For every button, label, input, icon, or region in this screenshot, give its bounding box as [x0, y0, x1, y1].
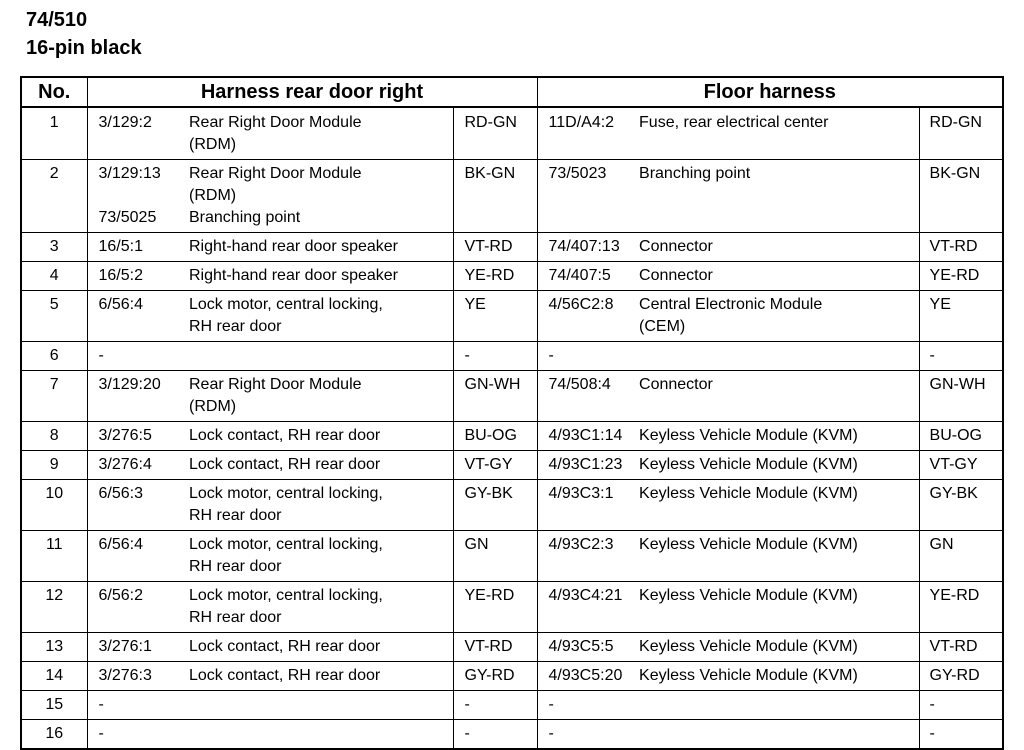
- component-name-line: (RDM): [189, 398, 237, 415]
- connector-ref-text: 4/93C4:21: [548, 587, 623, 604]
- component-name: [639, 160, 919, 233]
- component-name-line: RH rear door: [189, 507, 282, 524]
- component-name: [189, 107, 453, 160]
- connector-ref: [537, 451, 639, 480]
- component-name-line: Keyless Vehicle Module (KVM): [639, 638, 858, 655]
- connector-ref: [537, 582, 639, 633]
- wire-color: BK-GN: [453, 160, 537, 233]
- wire-color: GY-BK: [919, 480, 1003, 531]
- table-row: [21, 582, 1003, 633]
- wire-color: GY-RD: [919, 662, 1003, 691]
- connector-ref: [87, 160, 189, 233]
- wire-color: BU-OG: [919, 422, 1003, 451]
- component-name: [639, 720, 919, 750]
- connector-ref-text: -: [98, 696, 104, 713]
- connector-ref-text: 74/407:5: [548, 267, 611, 284]
- component-name-line: Rear Right Door Module: [189, 114, 362, 131]
- component-name: [189, 451, 453, 480]
- connector-ref-text: 3/276:1: [98, 638, 152, 655]
- connector-ref-text: 4/93C1:23: [548, 456, 623, 473]
- wire-color: YE: [919, 291, 1003, 342]
- component-name-line: Lock contact, RH rear door: [189, 456, 381, 473]
- connector-ref-text: -: [98, 347, 104, 364]
- connector-ref: [537, 720, 639, 750]
- component-name: [639, 582, 919, 633]
- wire-color: GN: [453, 531, 537, 582]
- connector-ref: [537, 262, 639, 291]
- connector-ref: [537, 531, 639, 582]
- pin-number: 9: [21, 451, 87, 480]
- wire-color: YE-RD: [453, 262, 537, 291]
- connector-ref-text: 6/56:2: [98, 587, 143, 604]
- component-name-line: (RDM): [189, 187, 237, 204]
- table-row: [21, 107, 1003, 160]
- component-name-line: Central Electronic Module: [639, 296, 823, 313]
- wire-color: -: [453, 720, 537, 750]
- component-name-line: Keyless Vehicle Module (KVM): [639, 536, 858, 553]
- connector-ref-text: 74/508:4: [548, 376, 611, 393]
- table-row: [21, 531, 1003, 582]
- component-name-line: Lock motor, central locking,: [189, 485, 383, 502]
- pin-number: 12: [21, 582, 87, 633]
- wire-color: -: [919, 691, 1003, 720]
- component-name-line: Lock motor, central locking,: [189, 296, 383, 313]
- component-name: [189, 422, 453, 451]
- connector-ref-text: 4/93C5:20: [548, 667, 623, 684]
- component-name-line: Right-hand rear door speaker: [189, 238, 399, 255]
- pin-number: 11: [21, 531, 87, 582]
- connector-ref-text: 3/129:13: [98, 165, 161, 182]
- component-name: [639, 233, 919, 262]
- connector-ref: [537, 633, 639, 662]
- wire-color: GN-WH: [919, 371, 1003, 422]
- wire-color: -: [919, 342, 1003, 371]
- table-row: [21, 371, 1003, 422]
- component-name: [639, 422, 919, 451]
- component-name: [189, 233, 453, 262]
- connector-ref-text: 4/56C2:8: [548, 296, 614, 313]
- connector-ref-text: -: [548, 696, 554, 713]
- header-floor-harness: Floor harness: [537, 77, 1003, 107]
- connector-ref: [537, 371, 639, 422]
- connector-ref: [87, 371, 189, 422]
- connector-ref-text: 3/276:4: [98, 456, 152, 473]
- component-name-line: Lock contact, RH rear door: [189, 427, 381, 444]
- connector-ref: [537, 662, 639, 691]
- wire-color: VT-GY: [919, 451, 1003, 480]
- wire-color: VT-RD: [453, 233, 537, 262]
- pin-number: 4: [21, 262, 87, 291]
- component-name-line: RH rear door: [189, 318, 282, 335]
- connector-ref-text: 16/5:2: [98, 267, 143, 284]
- wire-color: BK-GN: [919, 160, 1003, 233]
- connector-ref: [87, 582, 189, 633]
- component-name-line: Rear Right Door Module: [189, 165, 362, 182]
- wire-color: GN: [919, 531, 1003, 582]
- connector-ref: [87, 691, 189, 720]
- table-row: [21, 480, 1003, 531]
- component-name-line: Branching point: [639, 165, 751, 182]
- component-name-line: Right-hand rear door speaker: [189, 267, 399, 284]
- wire-color: VT-RD: [919, 633, 1003, 662]
- header-no: No.: [21, 77, 87, 107]
- pin-number: 5: [21, 291, 87, 342]
- wire-color: BU-OG: [453, 422, 537, 451]
- component-name: [189, 480, 453, 531]
- component-name-line: Keyless Vehicle Module (KVM): [639, 427, 858, 444]
- pinout-table: [20, 76, 1004, 750]
- wire-color: YE: [453, 291, 537, 342]
- connector-ref: [87, 451, 189, 480]
- component-name-line: Lock motor, central locking,: [189, 536, 383, 553]
- connector-id-title: 74/510: [26, 9, 88, 31]
- connector-ref: [87, 291, 189, 342]
- connector-ref-text: 3/276:3: [98, 667, 152, 684]
- pin-number: 6: [21, 342, 87, 371]
- connector-ref: [537, 691, 639, 720]
- pin-number: 7: [21, 371, 87, 422]
- connector-ref-text: 74/407:13: [548, 238, 620, 255]
- wire-color: YE-RD: [453, 582, 537, 633]
- connector-ref: [87, 720, 189, 750]
- table-row: [21, 451, 1003, 480]
- component-name: [639, 291, 919, 342]
- wire-color: VT-RD: [453, 633, 537, 662]
- component-name: [189, 371, 453, 422]
- component-name: [189, 531, 453, 582]
- table-row: [21, 342, 1003, 371]
- table-row: [21, 720, 1003, 750]
- component-name: [189, 720, 453, 750]
- component-name-line: Keyless Vehicle Module (KVM): [639, 485, 858, 502]
- pin-number: 10: [21, 480, 87, 531]
- component-name-line: Fuse, rear electrical center: [639, 114, 829, 131]
- connector-ref-text: 4/93C1:14: [548, 427, 623, 444]
- table-row: [21, 291, 1003, 342]
- table-row: [21, 160, 1003, 233]
- connector-ref: [87, 480, 189, 531]
- component-name: [639, 633, 919, 662]
- component-name: [189, 582, 453, 633]
- connector-ref: [537, 233, 639, 262]
- connector-ref-text: 3/129:20: [98, 376, 161, 393]
- component-name: [189, 691, 453, 720]
- connector-ref: [87, 262, 189, 291]
- component-name-line: Lock motor, central locking,: [189, 587, 383, 604]
- component-name: [639, 342, 919, 371]
- connector-ref-text: -: [548, 347, 554, 364]
- table-row: [21, 691, 1003, 720]
- pin-number: 2: [21, 160, 87, 233]
- wire-color: YE-RD: [919, 262, 1003, 291]
- connector-ref-text: 6/56:3: [98, 485, 143, 502]
- component-name: [639, 107, 919, 160]
- wire-color: YE-RD: [919, 582, 1003, 633]
- table-row: [21, 422, 1003, 451]
- table-row: [21, 262, 1003, 291]
- component-name-line: (RDM): [189, 136, 237, 153]
- table-row: [21, 633, 1003, 662]
- component-name-line: Connector: [639, 376, 713, 393]
- pin-number: 15: [21, 691, 87, 720]
- component-name: [189, 262, 453, 291]
- pin-number: 8: [21, 422, 87, 451]
- component-name-line: Connector: [639, 267, 713, 284]
- connector-ref-text: 4/93C5:5: [548, 638, 614, 655]
- connector-ref: [87, 633, 189, 662]
- component-name-line: Lock contact, RH rear door: [189, 667, 381, 684]
- connector-ref-text: 4/93C3:1: [548, 485, 614, 502]
- connector-ref-text: -: [548, 725, 554, 742]
- connector-ref: [537, 291, 639, 342]
- connector-ref-text: 6/56:4: [98, 536, 143, 553]
- pin-number: 14: [21, 662, 87, 691]
- connector-ref: [537, 160, 639, 233]
- pin-number: 3: [21, 233, 87, 262]
- connector-ref-text: 73/5025: [98, 209, 157, 226]
- pin-rows: [21, 107, 1003, 749]
- pin-number: 1: [21, 107, 87, 160]
- connector-ref: [87, 342, 189, 371]
- component-name: [189, 160, 453, 233]
- connector-ref: [87, 531, 189, 582]
- component-name-line: Keyless Vehicle Module (KVM): [639, 587, 858, 604]
- pin-number: 13: [21, 633, 87, 662]
- component-name-line: Keyless Vehicle Module (KVM): [639, 456, 858, 473]
- component-name-line: Branching point: [189, 209, 301, 226]
- connector-ref: [87, 422, 189, 451]
- component-name-line: RH rear door: [189, 609, 282, 626]
- connector-ref: [87, 233, 189, 262]
- wire-color: RD-GN: [453, 107, 537, 160]
- connector-ref-text: 4/93C2:3: [548, 536, 614, 553]
- connector-description: 16-pin black: [26, 37, 142, 59]
- connector-ref-text: 6/56:4: [98, 296, 143, 313]
- component-name-line: RH rear door: [189, 558, 282, 575]
- header-harness-rear-door-right: Harness rear door right: [87, 77, 537, 107]
- connector-ref-text: 16/5:1: [98, 238, 143, 255]
- wire-color: -: [453, 342, 537, 371]
- component-name-line: Connector: [639, 238, 713, 255]
- connector-ref-text: 3/129:2: [98, 114, 152, 131]
- connector-ref-text: 73/5023: [548, 165, 607, 182]
- component-name-line: Keyless Vehicle Module (KVM): [639, 667, 858, 684]
- wire-color: -: [453, 691, 537, 720]
- connector-ref: [537, 480, 639, 531]
- component-name: [639, 371, 919, 422]
- wire-color: VT-RD: [919, 233, 1003, 262]
- table-header-row: [21, 77, 1003, 107]
- connector-ref: [87, 662, 189, 691]
- pin-number: 16: [21, 720, 87, 750]
- connector-ref-text: 11D/A4:2: [548, 114, 615, 131]
- wire-color: GY-RD: [453, 662, 537, 691]
- component-name: [639, 480, 919, 531]
- wire-color: RD-GN: [919, 107, 1003, 160]
- connector-ref: [537, 107, 639, 160]
- table-row: [21, 662, 1003, 691]
- table-row: [21, 233, 1003, 262]
- component-name: [639, 262, 919, 291]
- wire-color: GY-BK: [453, 480, 537, 531]
- wire-color: VT-GY: [453, 451, 537, 480]
- connector-ref-text: 3/276:5: [98, 427, 152, 444]
- wire-color: GN-WH: [453, 371, 537, 422]
- component-name-line: Rear Right Door Module: [189, 376, 362, 393]
- component-name: [639, 662, 919, 691]
- component-name: [189, 662, 453, 691]
- connector-ref: [537, 422, 639, 451]
- component-name-line: (CEM): [639, 318, 686, 335]
- connector-ref-text: -: [98, 725, 104, 742]
- component-name: [639, 531, 919, 582]
- component-name: [639, 691, 919, 720]
- connector-ref: [87, 107, 189, 160]
- component-name: [639, 451, 919, 480]
- component-name-line: Lock contact, RH rear door: [189, 638, 381, 655]
- connector-ref: [537, 342, 639, 371]
- component-name: [189, 291, 453, 342]
- wire-color: -: [919, 720, 1003, 750]
- component-name: [189, 633, 453, 662]
- component-name: [189, 342, 453, 371]
